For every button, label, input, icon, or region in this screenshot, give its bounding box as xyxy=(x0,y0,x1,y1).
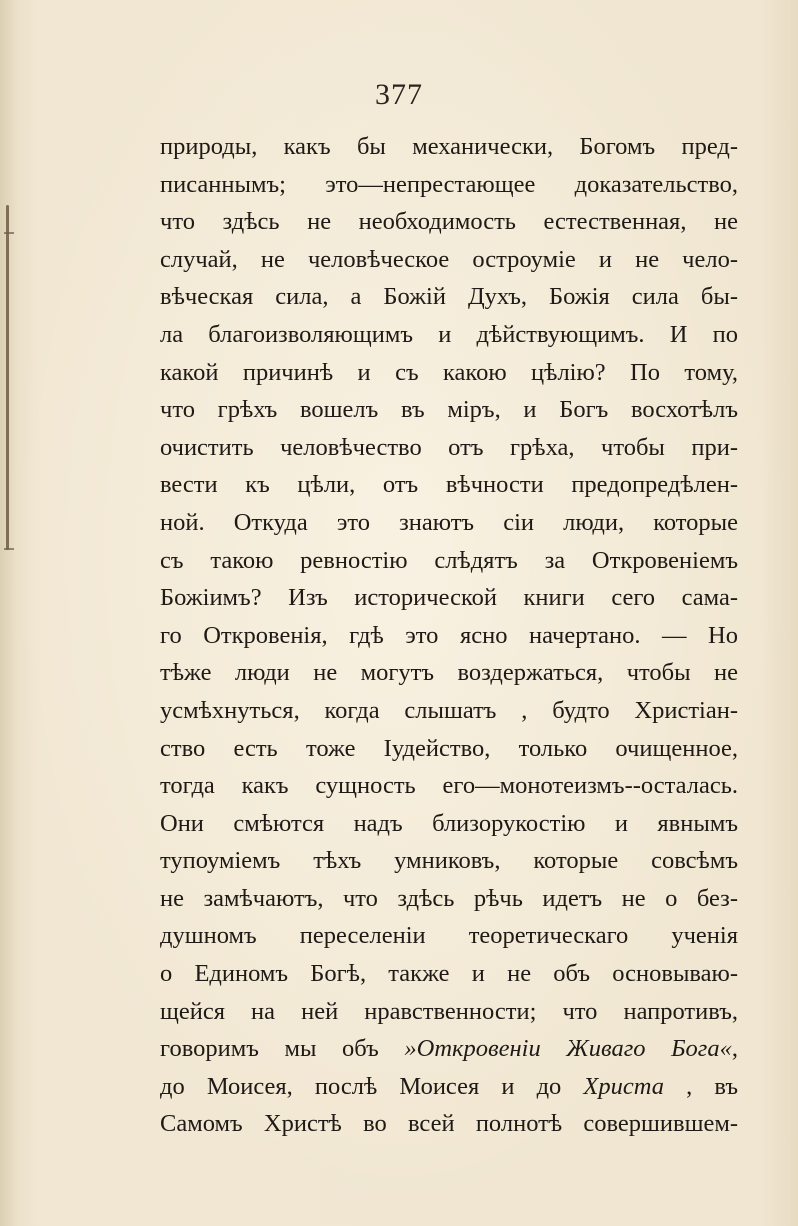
text-run: , въ xyxy=(664,1072,738,1100)
text-line: что грѣхъ вошелъ въ міръ, и Богъ восхотѣлъ xyxy=(160,396,738,424)
text-run: , xyxy=(731,1035,738,1063)
italic-name: Христа xyxy=(583,1072,665,1100)
binding-tick-top xyxy=(4,232,14,234)
text-line: Они смѣются надъ близорукостію и явнымъ xyxy=(160,809,738,837)
text-line: Самомъ Христѣ во всей полнотѣ совершившем- xyxy=(160,1110,738,1138)
text-line: очистить человѣчество отъ грѣха, чтобы при- xyxy=(160,433,738,461)
text-line: ной. Откуда это знаютъ сіи люди, которые xyxy=(160,508,738,536)
text-line: го Откровенія, гдѣ это ясно начертано. — Но xyxy=(160,621,738,649)
text-line: что здѣсь не необходимость естественная, не xyxy=(160,208,738,236)
text-line: щейся на ней нравственности; что напротивъ, xyxy=(160,997,738,1025)
page-number: 377 xyxy=(375,78,423,111)
text-line: ла благоизволяющимъ и дѣйствующимъ. И по xyxy=(160,320,738,348)
text-line-with-italic xyxy=(160,1068,738,1106)
text-line: природы, какъ бы механически, Богомъ пред- xyxy=(160,133,738,160)
text-line: случай, не человѣческое остроуміе и не чело- xyxy=(160,245,738,273)
text-line: ство есть тоже Іудейство, только очищенное, xyxy=(160,734,738,762)
text-run: говоримъ мы объ xyxy=(160,1035,405,1063)
text-line: душномъ переселеніи теоретическаго ученія xyxy=(160,922,738,950)
text-line: о Единомъ Богѣ, также и не объ основываю- xyxy=(160,960,738,988)
text-line: вести къ цѣли, отъ вѣчности предопредѣлен- xyxy=(160,471,738,499)
text-line: какой причинѣ и съ какою цѣлію? По тому, xyxy=(160,358,738,386)
binding-mark xyxy=(6,205,9,550)
text-line: съ такою ревностію слѣдятъ за Откровеніемъ xyxy=(160,546,738,574)
text-line-with-italic xyxy=(160,1030,738,1068)
text-line: Божіимъ? Изъ исторической книги сего сама- xyxy=(160,584,738,612)
italic-phrase: »Откровеніи Живаго Бога« xyxy=(404,1035,732,1063)
text-line: усмѣхнуться, когда слышатъ , будто Христіан- xyxy=(160,696,738,724)
text-line: тогда какъ сущность его—монотеизмъ--осталась. xyxy=(160,772,738,800)
text-run: до Моисея, послѣ Моисея и до xyxy=(160,1072,584,1100)
binding-tick-bottom xyxy=(4,548,14,550)
body-text xyxy=(160,128,738,1143)
text-line: не замѣчаютъ, что здѣсь рѣчь идетъ не о без- xyxy=(160,884,738,912)
text-line: вѣческая сила, а Божій Духъ, Божія сила бы- xyxy=(160,283,738,311)
text-line: писаннымъ; это—непрестающее доказательство, xyxy=(160,170,738,198)
text-line: тѣже люди не могутъ воздержаться, чтобы не xyxy=(160,659,738,687)
text-line: тупоуміемъ тѣхъ умниковъ, которые совсѣмъ xyxy=(160,847,738,875)
